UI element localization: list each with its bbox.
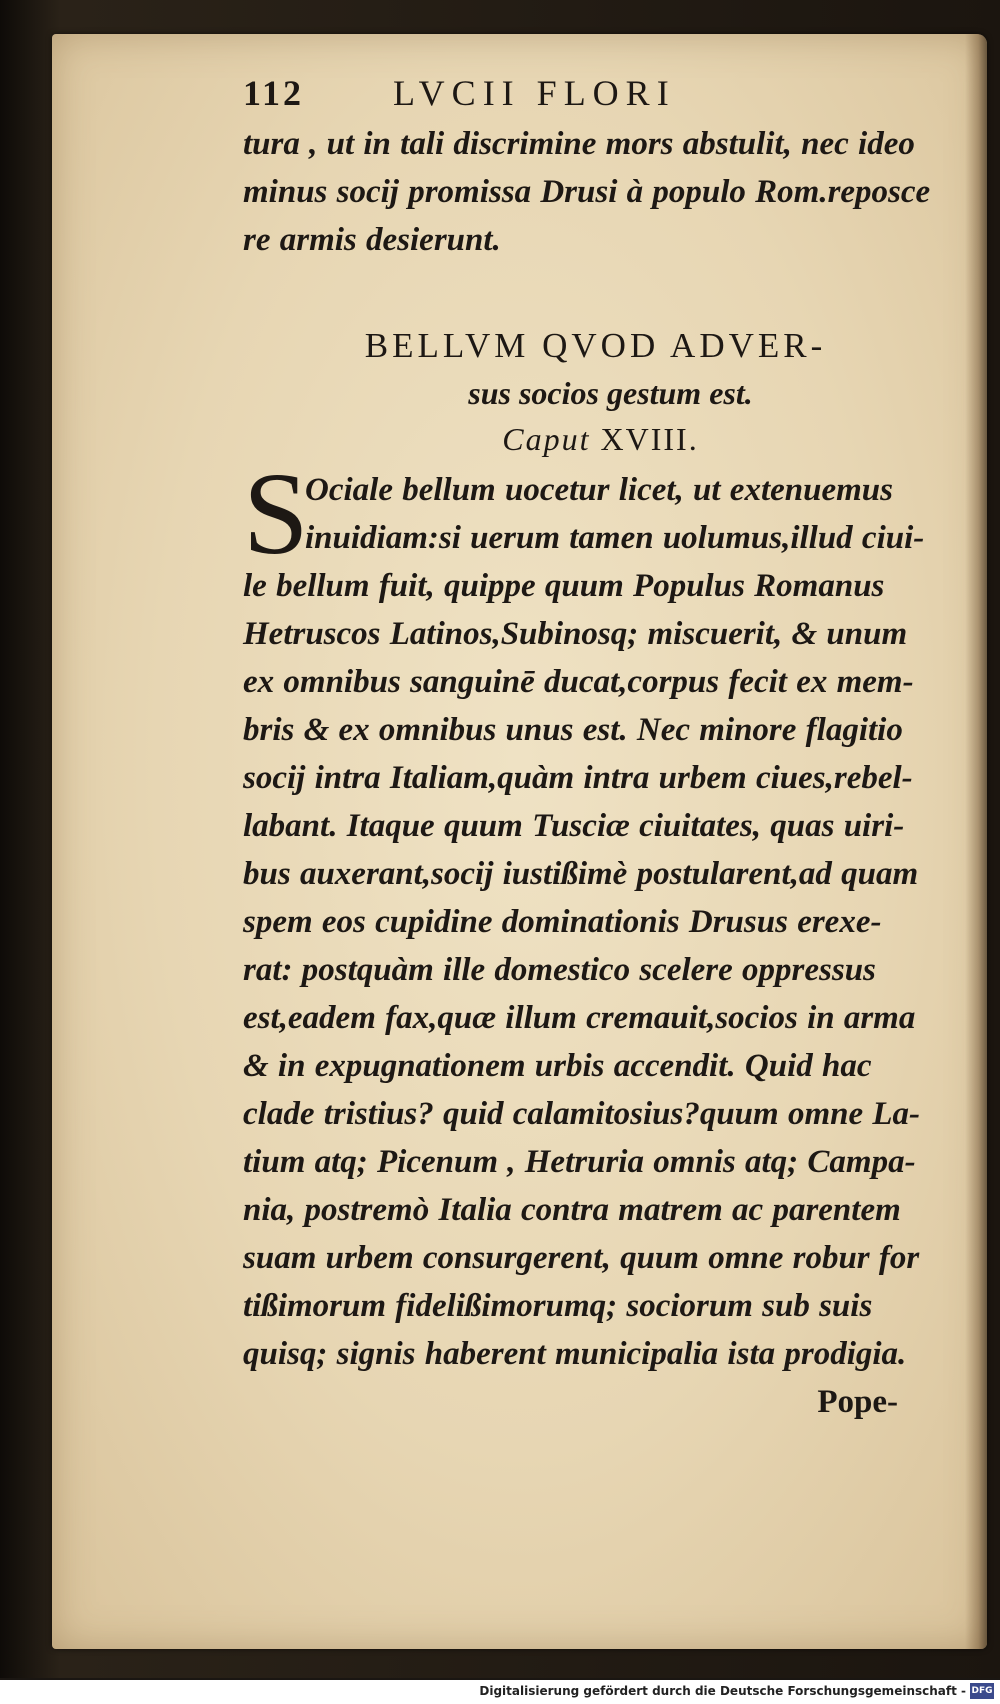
text-line: spem eos cupidine dominationis Drusus erexe- <box>243 904 882 940</box>
chapter-number <box>243 416 918 462</box>
running-head <box>243 72 918 118</box>
footer-bar <box>0 1680 1000 1704</box>
text-line: bus auxerant,socij iustißimè postularent,ad quam <box>243 856 919 892</box>
text-line: rat: postquàm ille domestico scelere oppressus <box>243 952 876 988</box>
text-line: clade tristius? quid calamitosius?quum omne La- <box>243 1096 921 1132</box>
intro-paragraph <box>243 120 931 264</box>
text-line: ex omnibus sanguinē ducat,corpus fecit ex mem- <box>243 664 914 700</box>
text-line: Hetruscos Latinos,Subinosq; miscuerit, & unum <box>243 616 908 652</box>
caput-word: Caput <box>502 421 591 457</box>
page-number: 112 <box>243 73 305 113</box>
drop-cap: S <box>243 448 309 579</box>
text-line: minus socij promissa Drusi à populo Rom.reposce <box>243 174 931 210</box>
text-line: tium atq; Picenum , Hetruria omnis atq; Campa- <box>243 1144 916 1180</box>
text-line: tißimorum fidelißimorumq; sociorum sub suis <box>243 1288 873 1324</box>
footer-credit: Digitalisierung gefördert durch die Deutsche Forschungsgemeinschaft - <box>479 1684 966 1698</box>
text-line: labant. Itaque quum Tusciæ ciuitates, quas uiri- <box>243 808 905 844</box>
text-line: inuidiam:si uerum tamen uolumus,illud ciui- <box>305 520 925 556</box>
page-edge <box>965 34 987 1649</box>
text-line: re armis desierunt. <box>243 222 501 258</box>
dfg-logo-icon: DFG <box>970 1683 994 1699</box>
text-line: nia, postremò Italia contra matrem ac parentem <box>243 1192 901 1228</box>
chapter-heading-line-2: sus socios gestum est. <box>468 375 753 411</box>
text-line: est,eadem fax,quæ illum cremauit,socios in arma <box>243 1000 916 1036</box>
text-line: socij intra Italiam,quàm intra urbem ciues,rebel- <box>243 760 913 796</box>
text-line: le bellum fuit, quippe quum Populus Romanus <box>243 568 885 604</box>
text-line: tura , ut in tali discrimine mors abstulit, nec ideo <box>243 126 915 162</box>
text-line: Ociale bellum uocetur licet, ut extenuemus <box>305 472 893 508</box>
running-title: LVCII FLORI <box>393 73 676 113</box>
text-block <box>243 72 931 1426</box>
catchword: Pope- <box>817 1384 898 1420</box>
caput-numeral: XVIII. <box>600 421 699 457</box>
text-line: quisq; signis haberent municipalia ista prodigia. <box>243 1336 907 1372</box>
chapter-heading-line-1: BELLVM QVOD ADVER- <box>364 326 827 365</box>
text-line: bris & ex omnibus unus est. Nec minore flagitio <box>243 712 903 748</box>
text-line: suam urbem consurgerent, quum omne robur for <box>243 1240 920 1276</box>
text-line: & in expugnationem urbis accendit. Quid hac <box>243 1048 872 1084</box>
chapter-body <box>243 448 925 1378</box>
